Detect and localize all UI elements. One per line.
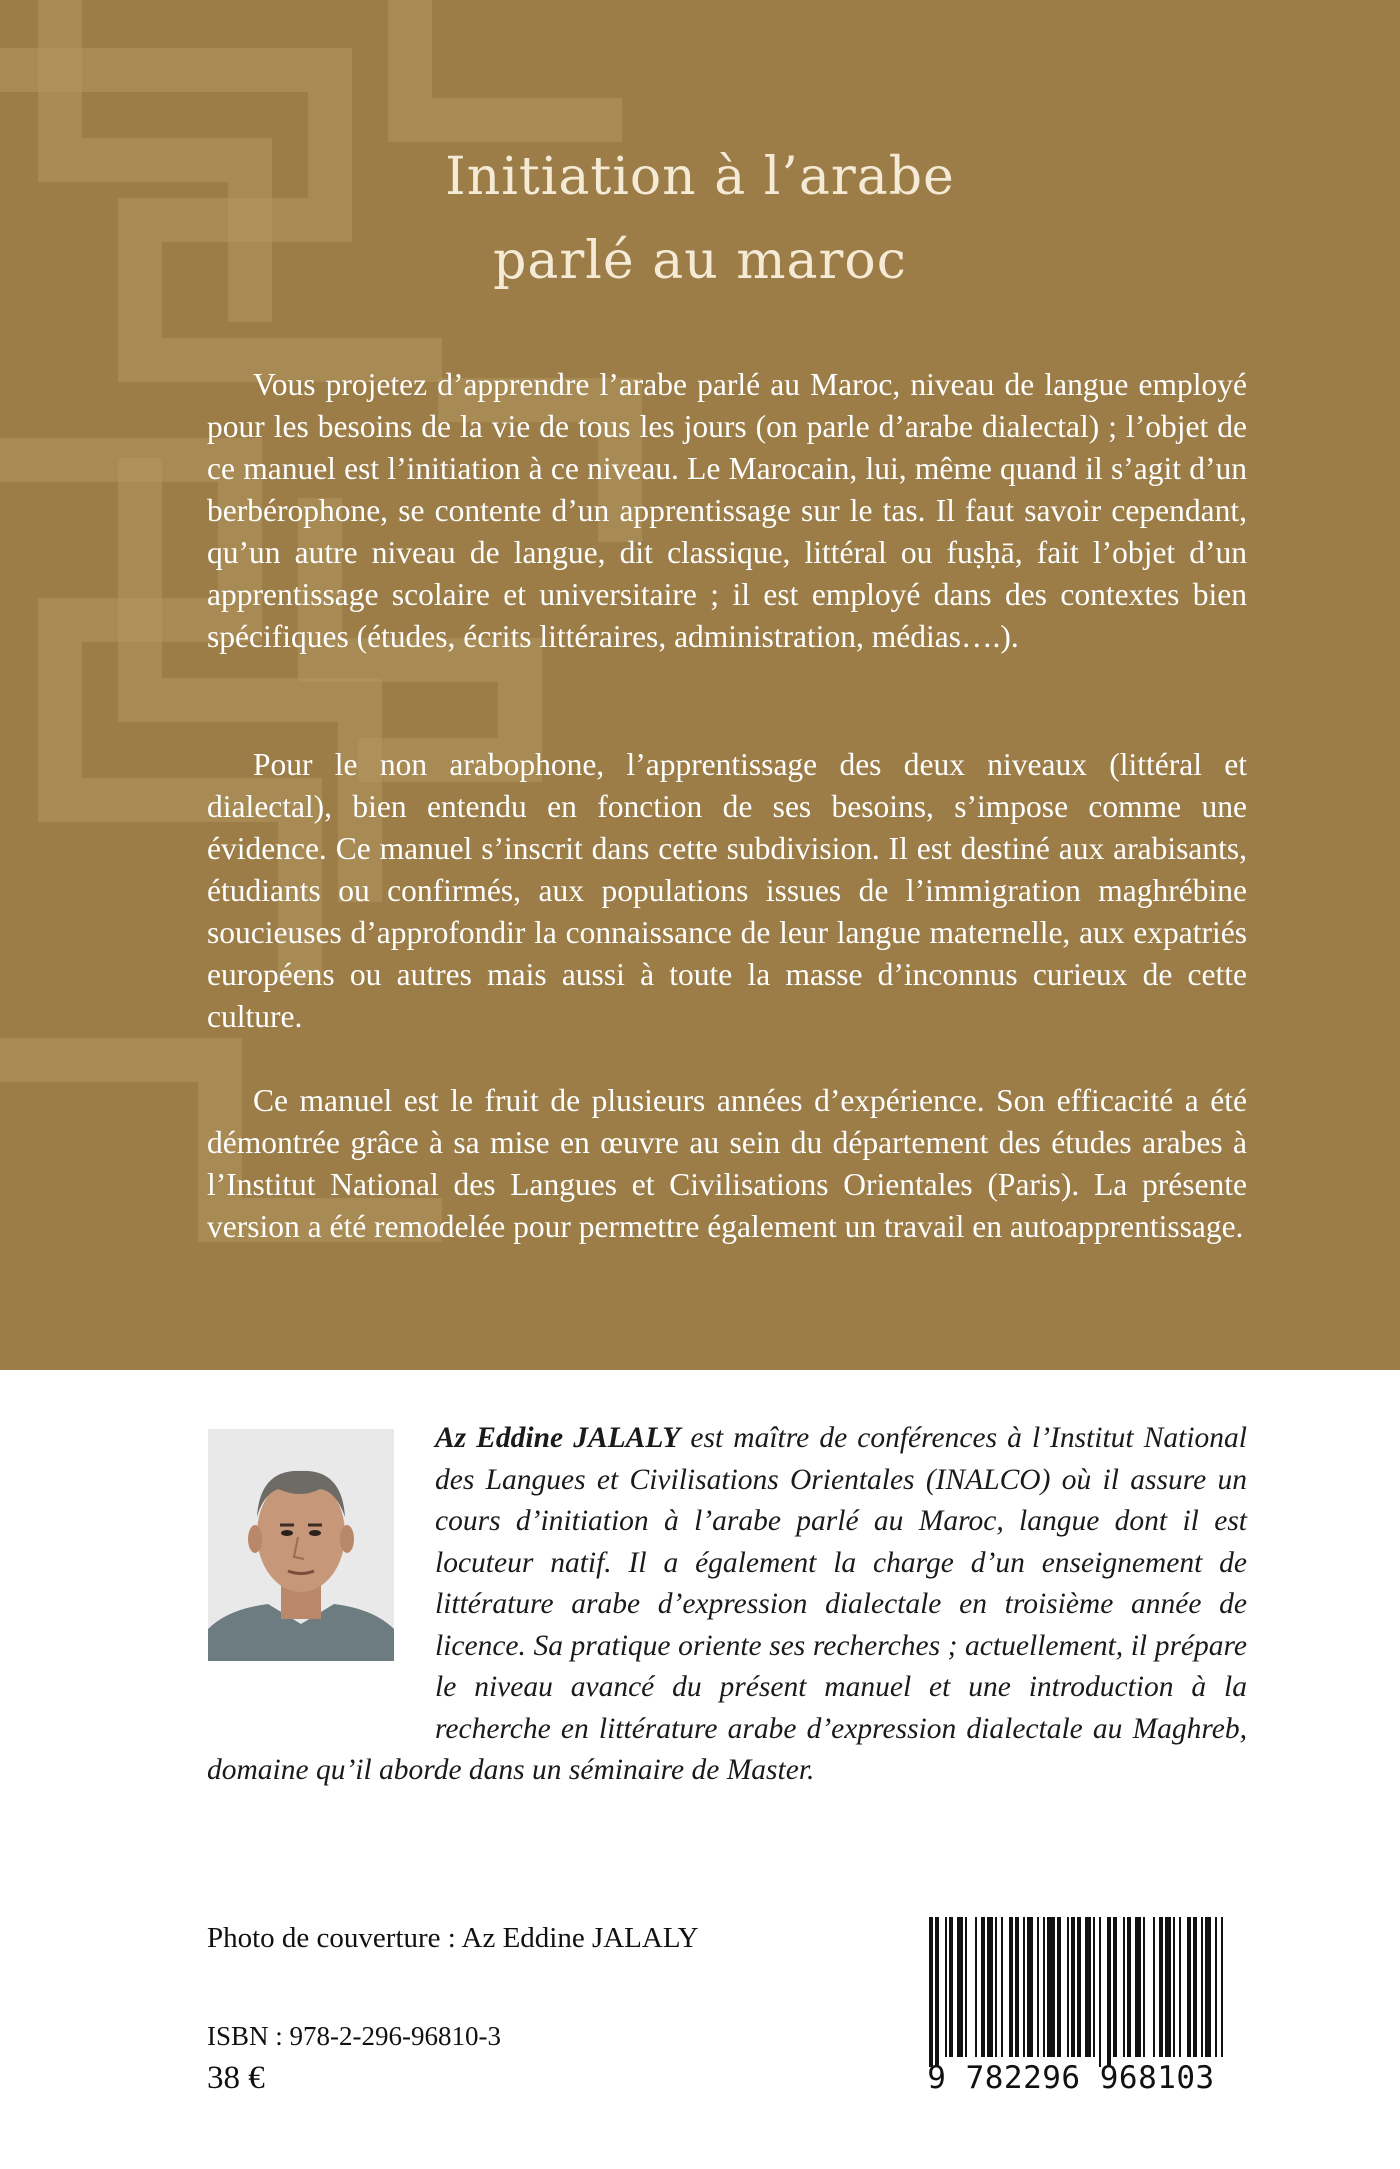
barcode-bar [1009, 1917, 1013, 2057]
blurb-paragraph-2: Pour le non arabophone, l’apprentissage des deux niveaux (littéral et dialectal), bien entendu en fonction de ses besoins, s’impose comme une évidence. Ce manuel s’inscrit dans cette subdivision. Il est destiné aux arabisants, étudiants ou confirmés, aux populations issues de l’immigration maghrébine soucieuses d’approfondir la connaissance de leur langue maternelle, aux expatriés européens ou autres mais aussi à toute la masse d’inconnus curieux de cette culture. [207, 747, 1247, 1034]
barcode-bar [1205, 1917, 1211, 2057]
barcode-bar [1165, 1917, 1171, 2057]
isbn: ISBN : 978-2-296-96810-3 [207, 2021, 501, 2051]
barcode-bar [987, 1917, 993, 2057]
barcode-bar [1127, 1917, 1131, 2057]
barcode-bar [957, 1917, 963, 2057]
barcode-bar [1113, 1917, 1117, 2057]
author-bio [207, 1418, 1247, 1792]
author-bio-text: est maître de conférences à l’Institut National des Langues et Civilisations Orientales (INALCO) où il assure un cours d’initiation à l’arabe parlé au Maroc, langue dont il est locuteur natif. Il a également la charge d’un enseignement de littérature arabe d’expression dialectale en troisième année de licence. Sa pratique oriente ses recherches ; actuellement, il prépare le niveau avancé du présent manuel et une introduction à la recherche en littérature arabe d’expression dialectale au Maghreb, domaine qu’il aborde dans un séminaire de Master. [207, 1422, 1247, 1786]
barcode-bar [1123, 1917, 1125, 2057]
barcode-bar [945, 1917, 947, 2057]
barcode-bar [1221, 1917, 1223, 2057]
book-title-line2: parlé au maroc [493, 231, 907, 291]
blurb-paragraph-1: Vous projetez d’apprendre l’arabe parlé au Maroc, niveau de langue employé pour les besoins de la vie de tous les jours (on parle d’arabe dialectal) ; l’objet de ce manuel est l’initiation à ce niveau. Le Marocain, lui, même quand il s’agit d’un berbérophone, se contente d’un apprentissage sur le tas. Il faut savoir cependant, qu’un autre niveau de langue, dit classique, littéral ou fuṣḥā, fait l’objet d’un apprentissage scolaire et universitaire ; il est employé dans des contextes bien spécifiques (études, écrits littéraires, administration, médias….). [207, 367, 1247, 654]
barcode-bar [1037, 1917, 1039, 2057]
barcode-bar [1067, 1917, 1069, 2057]
barcode-bar [981, 1917, 985, 2057]
blurb-paragraph-3: Ce manuel est le fruit de plusieurs années d’expérience. Son efficacité a été démontrée grâce à sa mise en œuvre au sein du département des études arabes à l’Institut National des Langues et Civilisations Orientales (Paris). La présente version a été remodelée pour permettre également un travail en autoapprentissage. [207, 1083, 1247, 1244]
barcode-bar [995, 1917, 997, 2057]
barcode-bar [1015, 1917, 1019, 2057]
barcode-bar [1201, 1917, 1203, 2057]
barcode-bar [1135, 1917, 1141, 2057]
barcode-bar [1023, 1917, 1025, 2057]
barcode-bar [1153, 1917, 1155, 2057]
barcode-bar [975, 1917, 977, 2057]
barcode-bar [1193, 1917, 1197, 2057]
barcode-bar [929, 1917, 933, 2067]
barcode-bar [1143, 1917, 1145, 2057]
author-name: Az Eddine JALALY [435, 1422, 681, 1454]
barcode-bar [1159, 1917, 1163, 2057]
barcode-bar [1173, 1917, 1175, 2057]
barcode-bar [1085, 1917, 1091, 2057]
barcode-bar [1099, 1917, 1101, 2067]
barcode-bar [1107, 1917, 1111, 2067]
barcode-bar [949, 1917, 953, 2057]
barcode-bar [1047, 1917, 1055, 2057]
barcode-bar [1215, 1917, 1217, 2057]
book-title-line1: Initiation à l’arabe [445, 147, 955, 207]
photo-credit: Photo de couverture : Az Eddine JALALY [207, 1922, 699, 1954]
barcode-bar [1001, 1917, 1003, 2057]
barcode-bar [935, 1917, 939, 2067]
barcode-bar [1187, 1917, 1191, 2057]
barcode-bar [1027, 1917, 1033, 2057]
barcode-bar [1043, 1917, 1045, 2057]
price: 38 € [207, 2060, 265, 2096]
barcode-bar [1093, 1917, 1095, 2057]
barcode-bar [1071, 1917, 1075, 2057]
barcode-bar [1179, 1917, 1181, 2057]
barcode-bar [965, 1917, 967, 2057]
barcode-bar [1077, 1917, 1081, 2057]
barcode-digits: 9 782296 968103 [927, 2060, 1215, 2096]
barcode-bar [1057, 1917, 1061, 2057]
